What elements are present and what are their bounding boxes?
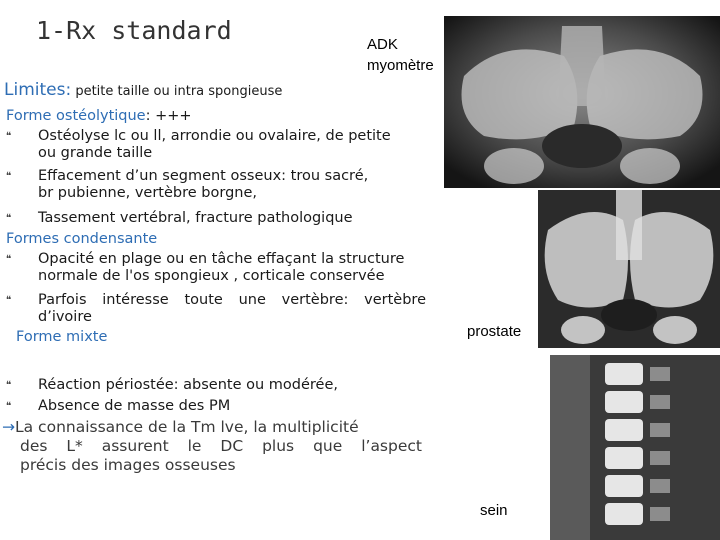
bullet-item bbox=[6, 128, 426, 164]
conclusion-line3: précis des images osseuses bbox=[20, 456, 236, 474]
bullet-icon: ❝ bbox=[6, 213, 12, 224]
caption-adk-line1: ADK bbox=[367, 36, 398, 53]
bullet-line: Absence de masse des PM bbox=[38, 398, 231, 414]
conclusion-line1: La connaissance de la Tm lve, la multiplicité bbox=[15, 418, 359, 436]
bullet-icon: ❝ bbox=[6, 380, 12, 391]
mixte-heading: Forme mixte bbox=[16, 329, 108, 345]
bullet-line: Ostéolyse lc ou ll, arrondie ou ovalaire, de petite bbox=[38, 128, 391, 144]
caption-prostate: prostate bbox=[467, 323, 522, 340]
bullet-item bbox=[6, 292, 426, 328]
condensante-heading: Formes condensante bbox=[6, 231, 158, 247]
bullet-icon: ❝ bbox=[6, 171, 12, 182]
bullet-line: Parfois intéresse toute une vertèbre: vertèbre bbox=[38, 292, 426, 308]
xray-spine-sein-image bbox=[550, 355, 720, 540]
arrow-right-icon: → bbox=[2, 418, 15, 436]
bullet-line: ou grande taille bbox=[38, 145, 153, 161]
bullet-line: d’ivoire bbox=[38, 309, 92, 325]
bullet-line: Effacement d’un segment osseux: trou sacré, bbox=[38, 168, 369, 184]
conclusion-line2: des L* assurent le DC plus que l’aspect bbox=[20, 437, 422, 455]
bullet-line: Tassement vertébral, fracture pathologique bbox=[38, 210, 353, 226]
bullet-icon: ❝ bbox=[6, 295, 12, 306]
osteolytique-suffix: : +++ bbox=[145, 108, 192, 124]
caption-sein: sein bbox=[480, 502, 508, 519]
bullet-icon: ❝ bbox=[6, 254, 12, 265]
xray-pelvis-adk-image bbox=[444, 16, 720, 188]
bullet-line: normale de l'os spongieux , corticale conservée bbox=[38, 268, 385, 284]
bullet-item bbox=[6, 210, 426, 228]
limites-colon: : bbox=[65, 80, 72, 100]
xray-pelvis-prostate-image bbox=[538, 190, 720, 348]
conclusion bbox=[2, 418, 422, 475]
limites-line bbox=[4, 80, 282, 100]
osteolytique-label: Forme ostéolytique bbox=[6, 108, 146, 124]
bullet-line: br pubienne, vertèbre borgne, bbox=[38, 185, 257, 201]
bullet-line: Opacité en plage ou en tâche effaçant la structure bbox=[38, 251, 405, 267]
limites-text: petite taille ou intra spongieuse bbox=[71, 84, 283, 99]
bullet-item bbox=[6, 377, 426, 395]
osteolytique-heading bbox=[6, 108, 192, 125]
caption-adk-line2: myomètre bbox=[367, 57, 434, 74]
limites-label: Limites bbox=[4, 80, 66, 100]
bullet-icon: ❝ bbox=[6, 401, 12, 412]
bullet-item bbox=[6, 398, 426, 416]
slide-title: 1-Rx standard bbox=[36, 16, 232, 45]
bullet-line: Réaction périostée: absente ou modérée, bbox=[38, 377, 339, 393]
caption-adk bbox=[367, 34, 434, 76]
bullet-icon: ❝ bbox=[6, 131, 12, 142]
bullet-item bbox=[6, 251, 426, 287]
bullet-item bbox=[6, 168, 426, 204]
